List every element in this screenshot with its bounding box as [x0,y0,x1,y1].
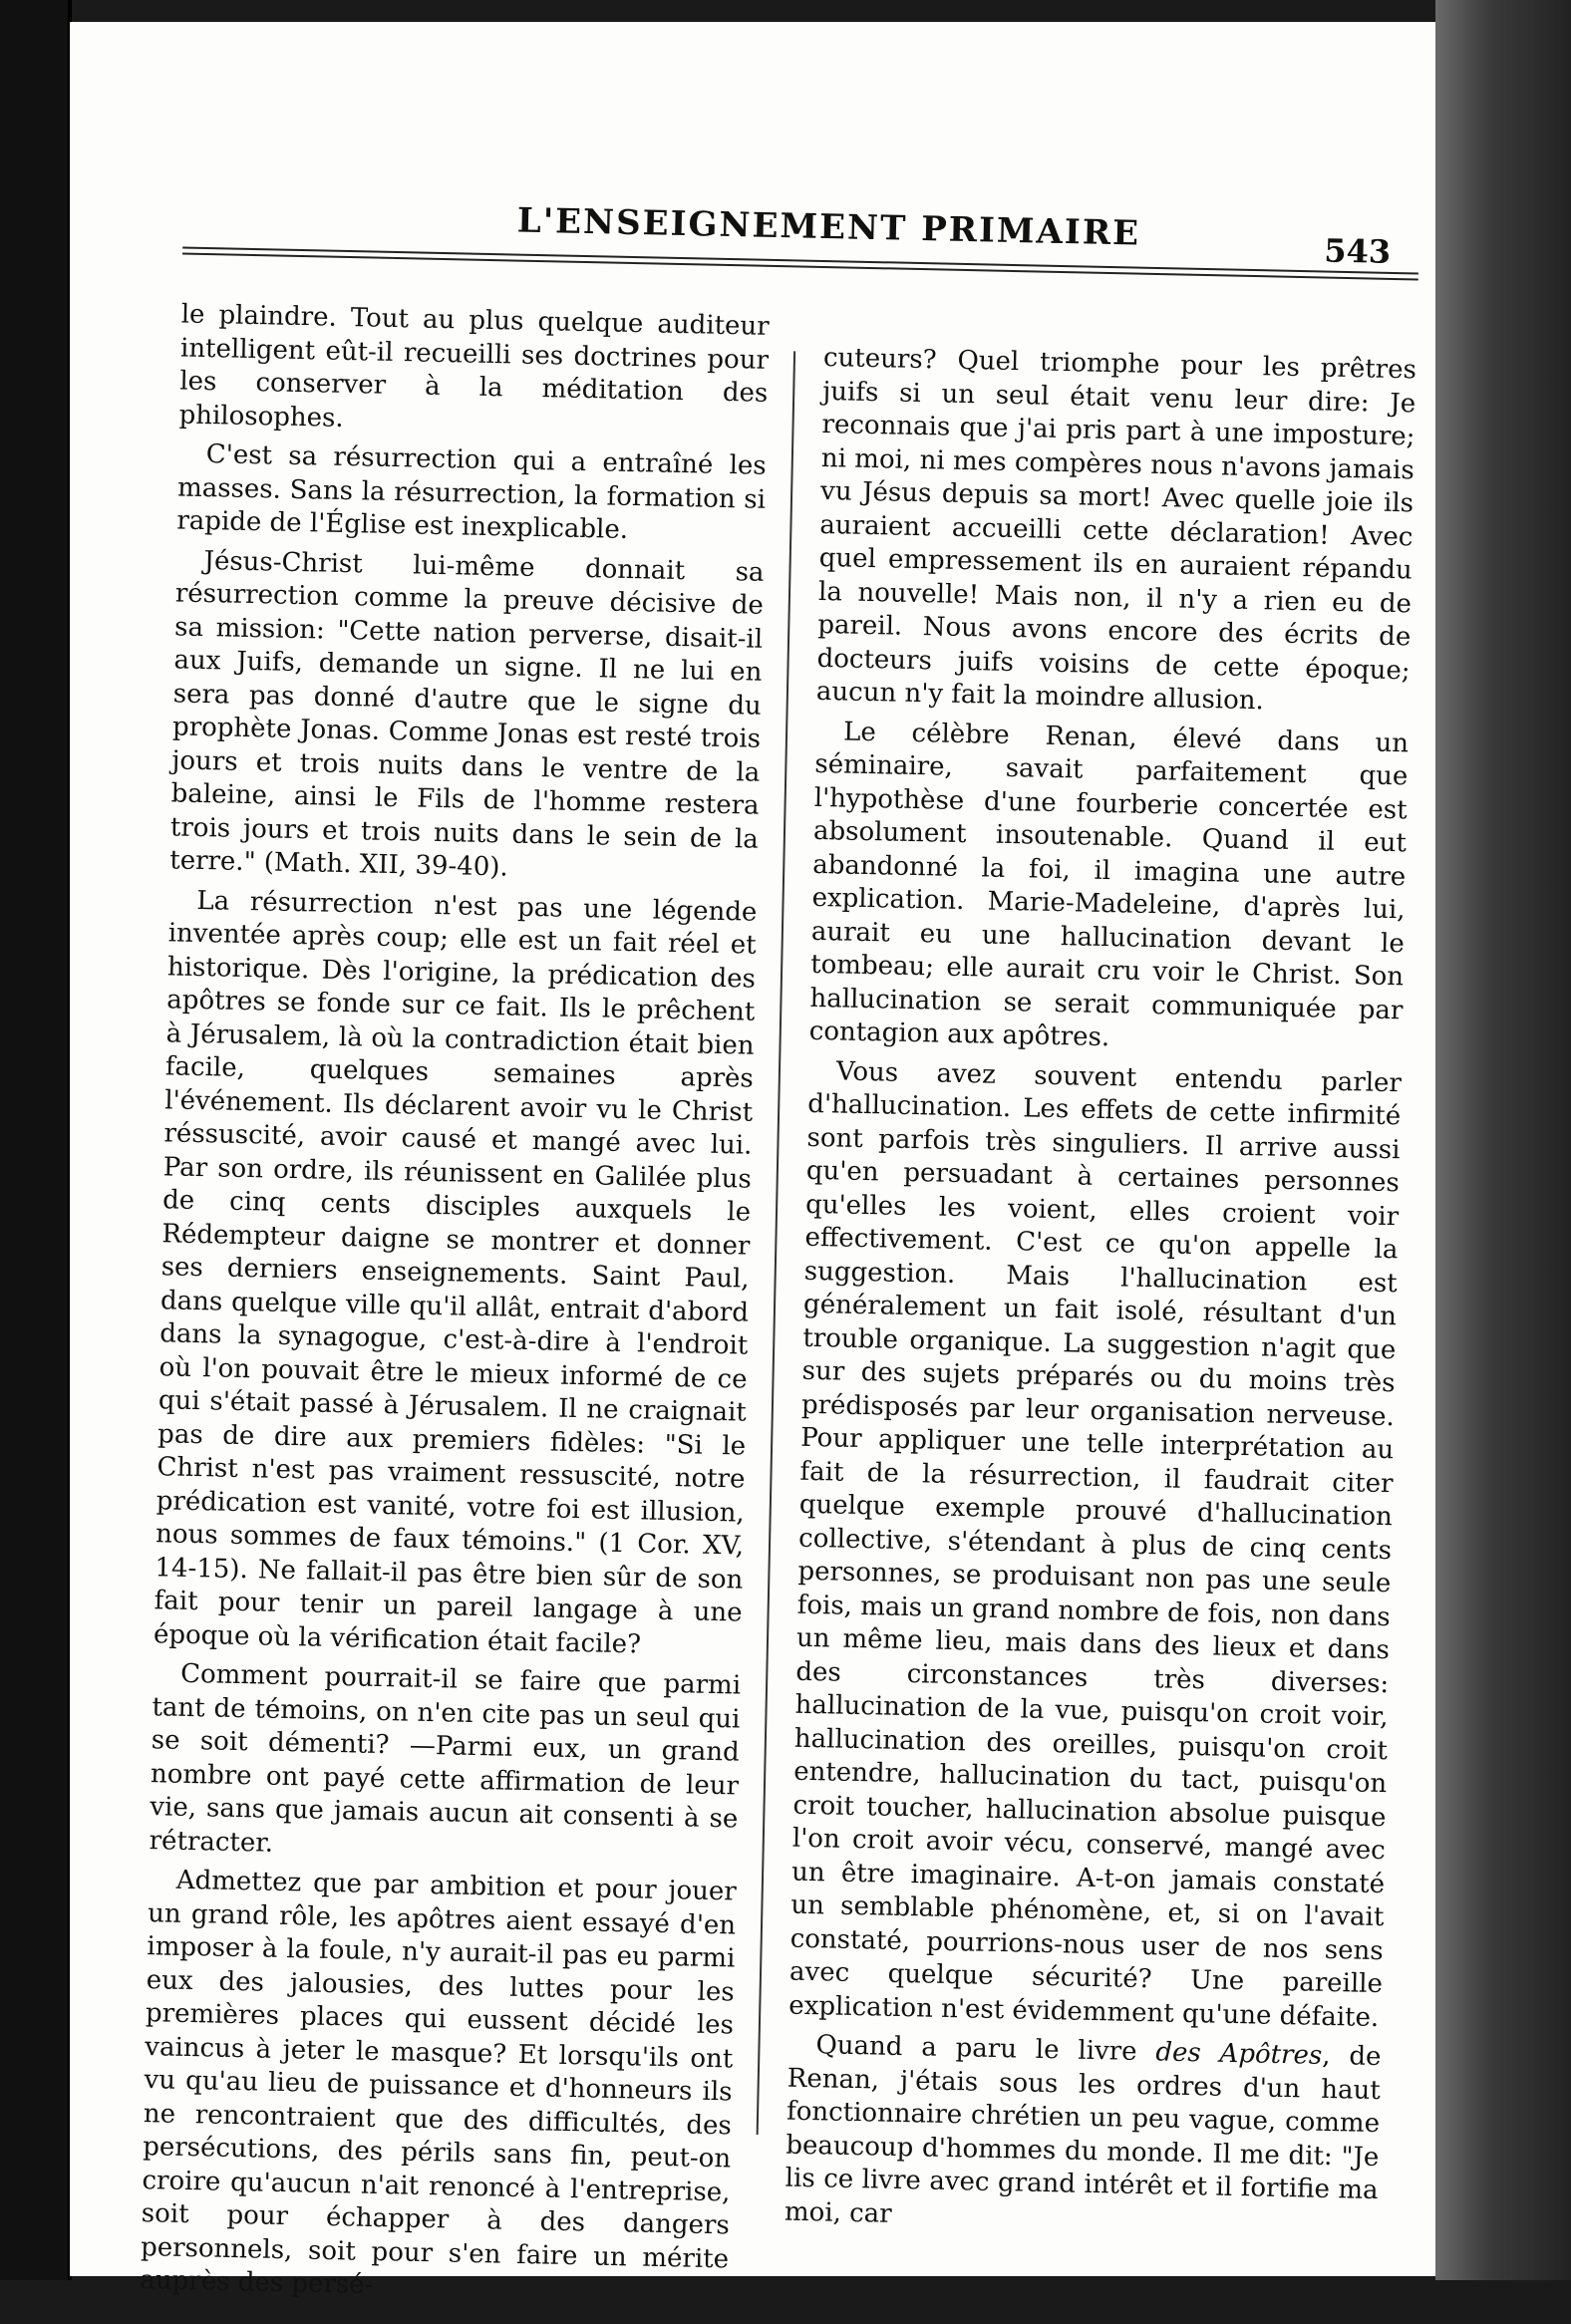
text-run: Quand a paru le livre [815,2030,1156,2068]
page-stack-edge [1435,0,1571,2280]
left-column [140,299,770,2310]
paragraph: La résurrection n'est pas une légende inventée après coup; elle est un fait réel et historique. Dès l'origine, la prédication des apôtres se fonde sur ce fait. Ils le prêchent à Jérusalem, là où la contradiction était bien facile, quelques semaines après l'événement. Ils déclarent avoir vu le Christ réssuscité, avoir causé et mangé avec lui. Par son ordre, ils réunissent en Galilée plus de cinq cents disciples auxquels le Rédempteur daigne se montrer et donner ses derniers enseignements. Saint Paul, dans quelque ville qu'il allât, entrait d'abord dans la synagogue, c'est-à-dire à l'endroit où l'on pouvait être le mieux informé de ce qui s'était passé à Jérusalem. Il ne craignait pas de dire aux premiers fidèles: "Si le Christ n'est pas vraiment ressuscité, notre prédication est vanité, votre foi est illusion, nous sommes de faux témoins." (1 Cor. XV, 14-15). Ne fallait-il pas être bien sûr de son fait pour tenir un pareil langage à une époque où la vérification était facile? [153,885,758,1659]
text-run: , de Renan, j'étais sous les ordres d'un haut fonctionnaire chrétien un peu vague, comme beaucoup d'hommes du monde. Il me dit: "Je lis ce livre avec grand intérêt et il fortifie ma moi, car [784,2040,1382,2229]
book-page [70,22,1435,2300]
running-title: L'ENSEIGNEMENT PRIMAIRE [516,200,1141,254]
paragraph: Vous avez souvent entendu parler d'hallucination. Les effets de cette infirmité sont parfois très singuliers. Il arrive aussi qu'en persuadant à certaines personnes qu'elles les voient, elles croient voir effectivement. C'est ce qu'on appelle la suggestion. Mais l'hallucination est généralement un fait isolé, résultant d'un trouble organique. La suggestion n'agit que sur des sujets préparés ou du moins très prédisposés par leur organisation nerveuse. Pour appliquer une telle interprétation au fait de la résurrection, il faudrait citer quelque exemple prouvé d'hallucination collective, s'étendant à plus de cinq cents personnes, se produisant non pas une seule fois, mais un grand nombre de fois, non dans un même lieu, mais dans des lieux et dans des circonstances très diverses: hallucination de la vue, puisqu'on croit voir, hallucination des oreilles, puisqu'on croit entendre, hallucination du tact, puisqu'on croit toucher, hallucination absolue puisque l'on croit avoir vécu, conservé, mangé avec un être imaginaire. A-t-on jamais constaté un semblable phénomène, et, si on l'avait constaté, pourrions-nous user de nos sens avec quelque sécurité? Une pareille explication n'est évidemment qu'une défaite. [788,1055,1403,2033]
page-content [46,8,1458,2300]
book-title: des Apôtres [1155,2037,1323,2071]
paragraph: Le célèbre Renan, élevé dans un séminaire, savait parfaitement que l'hypothèse d'une fourberie concertée est absolument insoutenable. Quand il eut abandonné la foi, il imagina une autre explication. Marie-Madeleine, d'après lui, aurait eu une hallucination devant le tombeau; elle aurait cru voir le Christ. Son hallucination se serait communiquée par contagion aux apôtres. [808,717,1410,1053]
paragraph: Comment pourrait-il se faire que parmi tant de témoins, on n'en cite pas un seul qui se soit démenti? —Parmi eux, un grand nombre ont payé cette affirmation de leur vie, sans que jamais aucun ait consenti à se rétracter. [149,1658,742,1859]
paragraph: Admettez que par ambition et pour jouer un grand rôle, les apôtres aient essayé d'en imposer à la foule, n'y aurait-il pas eu parmi eux des jalousies, des luttes pour les premières places qui eussent décidé les vaincus à jeter le masque? Et lorsqu'ils ont vu qu'au lieu de puissance et d'honneurs ils ne rencontraient que des difficultés, des persécutions, des périls sans fin, peut-on croire qu'aucun n'ait renoncé à l'entreprise, soit pour échapper à des dangers personnels, soit pour s'en faire un mérite auprès des persé- [140,1865,738,2300]
page-header [89,192,1414,271]
header-rule [182,253,1418,281]
paragraph: Jésus-Christ lui-même donnait sa résurrection comme la preuve décisive de sa mission: "Cette nation perverse, disait-il aux Juifs, demande un signe. Il ne lui en sera pas donné d'autre que le signe du prophète Jonas. Comme Jonas est resté trois jours et trois nuits dans le ventre de la baleine, ainsi le Fils de l'homme restera trois jours et trois nuits dans le sein de la terre." (Math. XII, 39-40). [168,545,765,883]
page-number: 543 [1323,231,1392,271]
right-column [785,342,1417,2241]
header-rule [182,247,1418,275]
paragraph [785,2029,1382,2241]
paragraph: C'est sa résurrection qui a entraîné les masses. Sans la résurrection, la formation si rapide de l'Église est inexplicable. [176,439,768,545]
paragraph: le plaindre. Tout au plus quelque auditeur intelligent eût-il recueilli ses doctrines pour les conserver à la méditation des philosophes. [178,299,770,434]
paragraph: cuteurs? Quel triomphe pour les prêtres juifs si un seul était venu leur dire: Je reconnais que j'ai pris part à une imposture; ni moi, ni mes compères nous n'avons jamais vu Jésus depuis sa mort! Avec quelle joie ils auraient accueilli cette déclaration! Avec quel empressement ils en auraient répandu la nouvelle! Mais non, il n'y a rien eu de pareil. Nous avons encore des écrits de docteurs juifs voisins de cette époque; aucun n'y fait la moindre allusion. [815,343,1417,717]
